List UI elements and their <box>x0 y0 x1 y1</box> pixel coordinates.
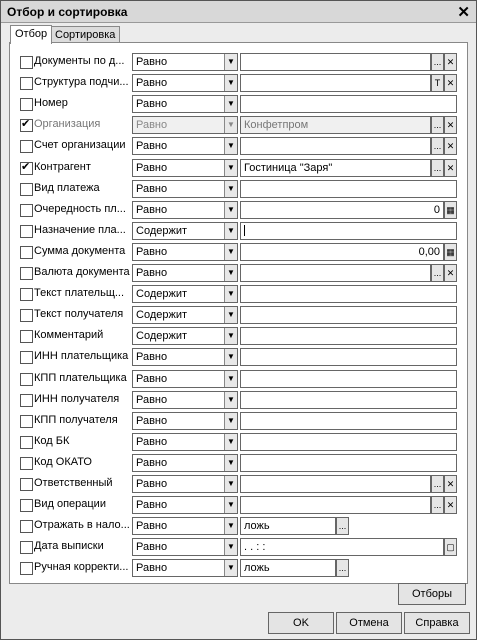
chevron-down-icon[interactable]: ▼ <box>224 75 237 91</box>
ellipsis-icon[interactable]: ... <box>431 137 444 155</box>
condition-select[interactable] <box>132 327 238 345</box>
filter-value-field[interactable] <box>240 222 457 240</box>
clear-icon[interactable]: ✕ <box>444 74 457 92</box>
filter-value-field[interactable] <box>240 475 431 493</box>
filter-row <box>20 327 457 345</box>
filter-row <box>20 306 457 324</box>
chevron-down-icon[interactable]: ▼ <box>224 476 237 492</box>
chevron-down-icon[interactable]: ▼ <box>224 265 237 281</box>
tab-filter[interactable]: Отбор <box>10 25 52 44</box>
filter-row <box>20 95 457 113</box>
filter-value-field[interactable]: ложь <box>240 517 336 535</box>
filter-label: Отражать в нало... <box>34 519 130 532</box>
filter-label: КПП плательщика <box>34 371 127 384</box>
chevron-down-icon[interactable]: ▼ <box>224 497 237 513</box>
filter-checkbox[interactable] <box>20 541 33 554</box>
filter-value-field[interactable] <box>240 370 457 388</box>
condition-select[interactable] <box>132 159 238 177</box>
ellipsis-icon[interactable]: ... <box>431 475 444 493</box>
chevron-down-icon[interactable]: ▼ <box>224 160 237 176</box>
filter-row <box>20 496 457 514</box>
condition-value: Содержит <box>136 224 188 237</box>
chevron-down-icon[interactable]: ▼ <box>224 96 237 112</box>
condition-value: Равно <box>136 520 168 533</box>
clear-icon[interactable]: ✕ <box>444 496 457 514</box>
filter-value-field[interactable]: ложь <box>240 559 336 577</box>
clear-icon[interactable]: ✕ <box>444 137 457 155</box>
filter-value-field[interactable] <box>240 180 457 198</box>
filter-label: Назначение пла... <box>34 223 126 236</box>
filter-value-field[interactable] <box>240 285 457 303</box>
filter-value-field[interactable] <box>240 348 457 366</box>
window-title: Отбор и сортировка <box>7 5 128 19</box>
condition-value: Равно <box>136 245 168 258</box>
condition-value: Равно <box>136 267 168 279</box>
condition-value: Равно <box>136 98 168 111</box>
condition-value: Равно <box>136 182 168 195</box>
filter-checkbox[interactable] <box>20 520 33 533</box>
filter-row <box>20 116 457 134</box>
filter-label: Контрагент <box>34 160 91 173</box>
filter-label: Документы по д... <box>34 55 125 67</box>
condition-select[interactable] <box>132 412 238 430</box>
condition-select[interactable] <box>132 370 238 388</box>
condition-select[interactable] <box>132 454 238 472</box>
filter-label: Ручная корректи... <box>34 561 129 574</box>
condition-select[interactable] <box>132 116 238 134</box>
filter-row <box>20 538 457 556</box>
chevron-down-icon[interactable]: ▼ <box>224 202 237 218</box>
filter-row <box>20 517 457 535</box>
condition-select[interactable] <box>132 517 238 535</box>
filter-row <box>20 412 457 430</box>
condition-select[interactable] <box>132 433 238 451</box>
filter-row <box>20 243 457 261</box>
chevron-down-icon[interactable]: ▼ <box>224 413 237 429</box>
clear-icon[interactable]: ✕ <box>444 159 457 177</box>
filter-row <box>20 159 457 177</box>
chevron-down-icon[interactable]: ▼ <box>224 539 237 555</box>
help-button[interactable]: Справка <box>404 612 470 634</box>
chevron-down-icon[interactable]: ▼ <box>224 307 237 323</box>
filter-value-field[interactable] <box>240 137 431 155</box>
condition-select[interactable] <box>132 559 238 577</box>
filter-checkbox[interactable] <box>20 140 33 153</box>
clear-icon[interactable]: ✕ <box>444 53 457 71</box>
chevron-down-icon[interactable]: ▼ <box>224 328 237 344</box>
condition-value: Равно <box>136 203 168 216</box>
condition-value: Равно <box>136 161 168 174</box>
filter-checkbox[interactable] <box>20 415 33 428</box>
ellipsis-icon[interactable]: ... <box>336 559 349 577</box>
filter-value-field[interactable]: 0 <box>240 201 444 219</box>
filter-value-field[interactable] <box>240 412 457 430</box>
filter-label: Валюта документа <box>34 266 130 278</box>
filter-row <box>20 74 457 92</box>
filter-checkbox[interactable] <box>20 162 33 175</box>
filter-label: Код БК <box>34 434 70 447</box>
clear-icon[interactable]: ✕ <box>444 475 457 493</box>
filter-checkbox[interactable] <box>20 330 33 343</box>
ellipsis-icon[interactable]: ... <box>431 496 444 514</box>
filter-checkbox[interactable] <box>20 562 33 575</box>
filter-checkbox[interactable] <box>20 246 33 259</box>
filter-value-field[interactable] <box>240 264 431 282</box>
condition-value: Содержит <box>136 288 188 301</box>
condition-value: Содержит <box>136 330 188 343</box>
filter-row <box>20 433 457 451</box>
chevron-down-icon[interactable]: ▼ <box>224 434 237 450</box>
filter-label: Текст плательщ... <box>34 287 125 300</box>
filter-row <box>20 454 457 472</box>
condition-select[interactable] <box>132 137 238 155</box>
condition-select[interactable] <box>132 53 238 71</box>
filter-row <box>20 348 457 366</box>
filter-checkbox[interactable] <box>20 56 33 69</box>
condition-value: Равно <box>136 541 168 554</box>
filter-checkbox[interactable] <box>20 119 33 132</box>
condition-value: Равно <box>136 435 168 448</box>
ellipsis-icon[interactable]: ... <box>336 517 349 535</box>
filter-label: Вид платежа <box>34 181 100 194</box>
ellipsis-icon[interactable]: ... <box>431 159 444 177</box>
condition-value: Равно <box>136 351 168 364</box>
calculator-icon[interactable]: ▦ <box>444 201 457 219</box>
filter-value-field[interactable] <box>240 327 457 345</box>
filter-label: Текст получателя <box>34 308 124 321</box>
chevron-down-icon[interactable]: ▼ <box>224 392 237 408</box>
condition-value: Равно <box>136 499 168 512</box>
filter-row <box>20 559 457 577</box>
condition-value: Равно <box>136 478 168 490</box>
filter-checkbox[interactable] <box>20 77 33 90</box>
chevron-down-icon[interactable]: ▼ <box>224 117 237 133</box>
filter-label: Номер <box>34 97 68 110</box>
filter-label: Организация <box>34 118 101 131</box>
tab-sort[interactable]: Сортировка <box>50 26 120 43</box>
filter-value-field[interactable] <box>240 95 457 113</box>
calendar-icon[interactable]: ▢ <box>444 538 457 556</box>
filter-value-field[interactable]: Гостиница "Заря" <box>240 159 431 177</box>
filter-row <box>20 53 457 71</box>
chevron-down-icon[interactable]: ▼ <box>224 349 237 365</box>
condition-select[interactable] <box>132 95 238 113</box>
condition-select[interactable] <box>132 74 238 92</box>
condition-select[interactable] <box>132 496 238 514</box>
condition-value: Содержит <box>136 309 188 322</box>
condition-select[interactable] <box>132 391 238 409</box>
ok-button[interactable]: OK <box>268 612 334 634</box>
filter-checkbox[interactable] <box>20 351 33 364</box>
ellipsis-icon[interactable]: ... <box>431 264 444 282</box>
condition-select[interactable] <box>132 264 238 282</box>
filter-row <box>20 391 457 409</box>
condition-select[interactable] <box>132 243 238 261</box>
chevron-down-icon[interactable]: ▼ <box>224 223 237 239</box>
filter-checkbox[interactable] <box>20 204 33 217</box>
filter-label: Счет организации <box>34 139 126 152</box>
filter-value-field[interactable] <box>240 74 431 92</box>
filter-value-field[interactable] <box>240 496 431 514</box>
condition-select[interactable] <box>132 180 238 198</box>
filter-value-field[interactable]: 0,00 <box>240 243 444 261</box>
clear-icon[interactable]: ✕ <box>444 264 457 282</box>
condition-select[interactable] <box>132 285 238 303</box>
filter-label: Код ОКАТО <box>34 455 92 468</box>
clear-icon[interactable]: ✕ <box>444 116 457 134</box>
filter-label: КПП получателя <box>34 413 118 426</box>
filter-label: Структура подчи... <box>34 76 129 89</box>
filter-value-field[interactable] <box>240 454 457 472</box>
condition-select[interactable] <box>132 201 238 219</box>
condition-value: Равно <box>136 414 168 427</box>
filter-checkbox[interactable] <box>20 499 33 512</box>
filters-button[interactable]: Отборы <box>398 583 466 605</box>
filter-label: Очередность пл... <box>34 202 126 215</box>
filter-label: Ответственный <box>34 477 113 489</box>
filter-label: Вид операции <box>34 498 106 511</box>
filter-row <box>20 180 457 198</box>
chevron-down-icon[interactable]: ▼ <box>224 286 237 302</box>
chevron-down-icon[interactable]: ▼ <box>224 138 237 154</box>
filter-value-field[interactable] <box>240 53 431 71</box>
filter-checkbox[interactable] <box>20 183 33 196</box>
condition-select[interactable] <box>132 306 238 324</box>
filter-label: ИНН получателя <box>34 392 120 405</box>
chevron-down-icon[interactable]: ▼ <box>224 518 237 534</box>
filter-value-field[interactable] <box>240 306 457 324</box>
condition-select[interactable] <box>132 475 238 493</box>
filter-checkbox[interactable] <box>20 457 33 470</box>
filter-checkbox[interactable] <box>20 225 33 238</box>
chevron-down-icon[interactable]: ▼ <box>224 371 237 387</box>
filter-checkbox[interactable] <box>20 309 33 322</box>
filter-checkbox[interactable] <box>20 98 33 111</box>
filter-checkbox[interactable] <box>20 478 33 491</box>
filter-label: Комментарий <box>34 329 104 342</box>
ellipsis-icon[interactable]: ... <box>431 116 444 134</box>
condition-value: Равно <box>136 77 168 90</box>
condition-value: Равно <box>136 56 168 68</box>
condition-select[interactable] <box>132 348 238 366</box>
filter-row <box>20 285 457 303</box>
chevron-down-icon[interactable]: ▼ <box>224 54 237 70</box>
filter-value-field[interactable]: . . : : <box>240 538 444 556</box>
filter-label: Дата выписки <box>34 540 104 553</box>
text-type-icon[interactable]: T <box>431 74 444 92</box>
filter-checkbox[interactable] <box>20 288 33 301</box>
filter-row <box>20 264 457 282</box>
filter-value-field[interactable]: Конфетпром <box>240 116 431 134</box>
condition-value: Равно <box>136 393 168 406</box>
chevron-down-icon[interactable]: ▼ <box>224 560 237 576</box>
calculator-icon[interactable]: ▦ <box>444 243 457 261</box>
filter-row <box>20 370 457 388</box>
filter-label: Сумма документа <box>34 244 126 257</box>
chevron-down-icon[interactable]: ▼ <box>224 181 237 197</box>
condition-select[interactable] <box>132 222 238 240</box>
filter-panel <box>9 42 468 584</box>
filter-checkbox[interactable] <box>20 267 33 280</box>
ellipsis-icon[interactable]: ... <box>431 53 444 71</box>
condition-select[interactable] <box>132 538 238 556</box>
filter-row <box>20 222 457 240</box>
filter-checkbox[interactable] <box>20 373 33 386</box>
condition-value: Равно <box>136 140 168 153</box>
cancel-button[interactable]: Отмена <box>336 612 402 634</box>
chevron-down-icon[interactable]: ▼ <box>224 455 237 471</box>
filter-row <box>20 201 457 219</box>
filter-label: ИНН плательщика <box>34 350 129 363</box>
filter-row <box>20 137 457 155</box>
filter-value-field[interactable] <box>240 433 457 451</box>
close-icon[interactable]: ✕ <box>457 4 470 21</box>
title-bar <box>1 1 476 23</box>
filter-checkbox[interactable] <box>20 394 33 407</box>
condition-value: Равно <box>136 562 168 575</box>
filter-value-field[interactable] <box>240 391 457 409</box>
condition-value: Равно <box>136 119 168 132</box>
chevron-down-icon[interactable]: ▼ <box>224 244 237 260</box>
condition-value: Равно <box>136 456 168 469</box>
filter-row <box>20 475 457 493</box>
filter-checkbox[interactable] <box>20 436 33 449</box>
condition-value: Равно <box>136 372 168 385</box>
